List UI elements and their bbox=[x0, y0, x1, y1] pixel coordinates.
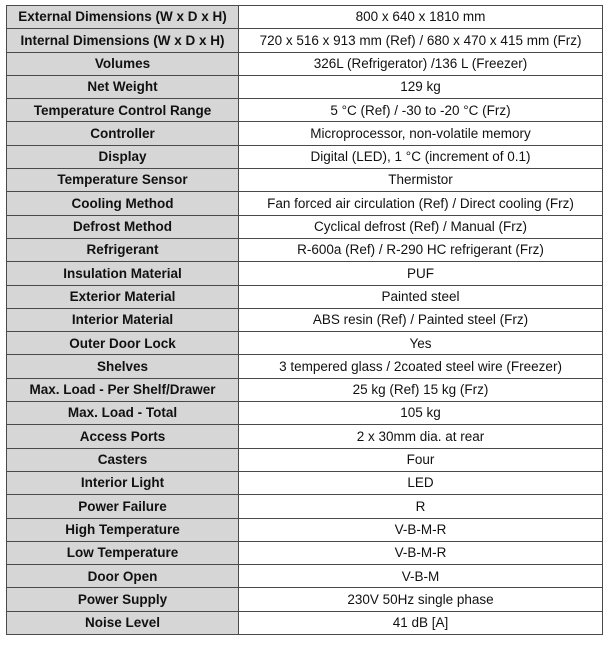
spec-value: V-B-M bbox=[239, 565, 603, 588]
spec-row bbox=[7, 565, 603, 588]
spec-row bbox=[7, 169, 603, 192]
spec-label: Noise Level bbox=[7, 611, 239, 634]
spec-value: ABS resin (Ref) / Painted steel (Frz) bbox=[239, 308, 603, 331]
spec-value: Cyclical defrost (Ref) / Manual (Frz) bbox=[239, 215, 603, 238]
spec-row bbox=[7, 285, 603, 308]
spec-row bbox=[7, 611, 603, 634]
spec-row bbox=[7, 6, 603, 29]
spec-value: 3 tempered glass / 2coated steel wire (Freezer) bbox=[239, 355, 603, 378]
spec-row bbox=[7, 402, 603, 425]
spec-row bbox=[7, 378, 603, 401]
spec-label: Temperature Control Range bbox=[7, 99, 239, 122]
spec-label: Power Failure bbox=[7, 495, 239, 518]
spec-label: High Temperature bbox=[7, 518, 239, 541]
spec-value: 326L (Refrigerator) /136 L (Freezer) bbox=[239, 52, 603, 75]
spec-value: V-B-M-R bbox=[239, 541, 603, 564]
spec-label: Net Weight bbox=[7, 75, 239, 98]
spec-label: Max. Load - Total bbox=[7, 402, 239, 425]
spec-row bbox=[7, 99, 603, 122]
spec-label: Cooling Method bbox=[7, 192, 239, 215]
spec-label: Display bbox=[7, 145, 239, 168]
spec-label: Insulation Material bbox=[7, 262, 239, 285]
spec-value: R bbox=[239, 495, 603, 518]
spec-value: PUF bbox=[239, 262, 603, 285]
spec-row bbox=[7, 588, 603, 611]
spec-value: Microprocessor, non-volatile memory bbox=[239, 122, 603, 145]
spec-value: V-B-M-R bbox=[239, 518, 603, 541]
spec-label: Access Ports bbox=[7, 425, 239, 448]
spec-value: R-600a (Ref) / R-290 HC refrigerant (Frz) bbox=[239, 238, 603, 261]
spec-label: Power Supply bbox=[7, 588, 239, 611]
spec-row bbox=[7, 75, 603, 98]
spec-label: Max. Load - Per Shelf/Drawer bbox=[7, 378, 239, 401]
spec-label: Low Temperature bbox=[7, 541, 239, 564]
spec-label: Casters bbox=[7, 448, 239, 471]
spec-value: 230V 50Hz single phase bbox=[239, 588, 603, 611]
specifications-table-body bbox=[7, 6, 603, 635]
spec-label: Exterior Material bbox=[7, 285, 239, 308]
spec-row bbox=[7, 122, 603, 145]
spec-label: Door Open bbox=[7, 565, 239, 588]
specifications-table bbox=[6, 5, 603, 635]
spec-row bbox=[7, 215, 603, 238]
spec-value: 41 dB [A] bbox=[239, 611, 603, 634]
spec-value: 800 x 640 x 1810 mm bbox=[239, 6, 603, 29]
spec-value: 2 x 30mm dia. at rear bbox=[239, 425, 603, 448]
spec-row bbox=[7, 52, 603, 75]
spec-value: 105 kg bbox=[239, 402, 603, 425]
spec-value: Thermistor bbox=[239, 169, 603, 192]
spec-value: 720 x 516 x 913 mm (Ref) / 680 x 470 x 415 mm (Frz) bbox=[239, 29, 603, 52]
spec-label: Outer Door Lock bbox=[7, 332, 239, 355]
spec-row bbox=[7, 332, 603, 355]
spec-row bbox=[7, 541, 603, 564]
spec-label: Interior Material bbox=[7, 308, 239, 331]
spec-row bbox=[7, 262, 603, 285]
spec-label: Controller bbox=[7, 122, 239, 145]
spec-label: Temperature Sensor bbox=[7, 169, 239, 192]
spec-row bbox=[7, 29, 603, 52]
spec-row bbox=[7, 471, 603, 494]
spec-value: LED bbox=[239, 471, 603, 494]
spec-label: Interior Light bbox=[7, 471, 239, 494]
spec-value: Fan forced air circulation (Ref) / Direct cooling (Frz) bbox=[239, 192, 603, 215]
spec-value: Digital (LED), 1 °C (increment of 0.1) bbox=[239, 145, 603, 168]
spec-row bbox=[7, 192, 603, 215]
spec-row bbox=[7, 495, 603, 518]
spec-value: Yes bbox=[239, 332, 603, 355]
spec-row bbox=[7, 355, 603, 378]
spec-label: Defrost Method bbox=[7, 215, 239, 238]
spec-label: Volumes bbox=[7, 52, 239, 75]
spec-row bbox=[7, 145, 603, 168]
spec-row bbox=[7, 518, 603, 541]
spec-value: 5 °C (Ref) / -30 to -20 °C (Frz) bbox=[239, 99, 603, 122]
spec-label: Shelves bbox=[7, 355, 239, 378]
spec-label: Refrigerant bbox=[7, 238, 239, 261]
spec-label: External Dimensions (W x D x H) bbox=[7, 6, 239, 29]
spec-row bbox=[7, 425, 603, 448]
spec-value: 25 kg (Ref) 15 kg (Frz) bbox=[239, 378, 603, 401]
spec-row bbox=[7, 238, 603, 261]
spec-label: Internal Dimensions (W x D x H) bbox=[7, 29, 239, 52]
spec-row bbox=[7, 448, 603, 471]
spec-row bbox=[7, 308, 603, 331]
spec-value: Painted steel bbox=[239, 285, 603, 308]
spec-value: 129 kg bbox=[239, 75, 603, 98]
spec-value: Four bbox=[239, 448, 603, 471]
